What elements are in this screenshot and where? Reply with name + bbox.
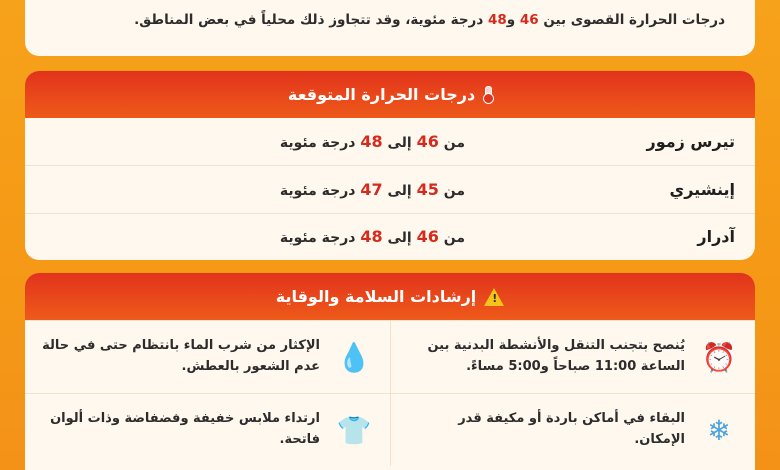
safety-tip-text: البقاء في أماكن باردة أو مكيفة قدر الإمكان. bbox=[458, 411, 685, 447]
intro-text-part: و bbox=[506, 12, 520, 28]
range-min: 45 bbox=[416, 179, 439, 199]
tshirt-icon: 👕 bbox=[336, 413, 372, 447]
range-max: 48 bbox=[360, 132, 383, 152]
intro-text bbox=[55, 12, 725, 28]
safety-tip-text: ارتداء ملابس خفيفة وفضفاضة وذات ألوان فاتحة. bbox=[50, 411, 320, 447]
thermometer-icon bbox=[483, 86, 492, 104]
water-drop-icon: 💧 bbox=[336, 340, 372, 374]
safety-card bbox=[25, 273, 755, 470]
intro-max-temp: 48 bbox=[487, 12, 507, 28]
warning-icon: ! bbox=[484, 288, 504, 306]
region-name: تيرس زمور bbox=[646, 132, 735, 152]
range-unit: درجة مئوية bbox=[279, 182, 361, 199]
temperatures-list bbox=[25, 118, 755, 260]
range-from-label: من bbox=[438, 230, 465, 247]
snowflake-icon: ❄ bbox=[707, 413, 731, 447]
range-max: 47 bbox=[360, 179, 383, 199]
temperature-range bbox=[280, 180, 465, 199]
range-max: 48 bbox=[360, 227, 383, 247]
range-unit: درجة مئوية bbox=[279, 135, 361, 152]
safety-tip bbox=[390, 320, 755, 393]
region-name: إينشيري bbox=[669, 179, 735, 199]
safety-tip-text: الإكثار من شرب الماء بانتظام حتى في حالة عدم الشعور بالعطش. bbox=[42, 338, 320, 374]
range-to-label: إلى bbox=[382, 230, 417, 247]
temperature-row bbox=[25, 118, 755, 165]
intro-min-temp: 46 bbox=[519, 12, 539, 28]
range-from-label: من bbox=[438, 182, 465, 199]
safety-tip bbox=[25, 393, 390, 466]
region-name: آدرار bbox=[697, 227, 735, 247]
temperatures-card bbox=[25, 71, 755, 260]
safety-tip bbox=[390, 393, 755, 466]
range-from-label: من bbox=[438, 135, 465, 152]
safety-tip-text: يُنصح بتجنب التنقل والأنشطة البدنية بين الساعة 11:00 صباحاً و5:00 مساءً. bbox=[427, 338, 685, 374]
range-min: 46 bbox=[416, 227, 439, 247]
temperature-row bbox=[25, 213, 755, 260]
safety-tip bbox=[25, 320, 390, 393]
temperature-range bbox=[280, 132, 465, 151]
range-min: 46 bbox=[416, 132, 439, 152]
intro-text-part: درجة مئوية، وقد تتجاوز ذلك محلياً في بعض المناطق. bbox=[134, 12, 488, 28]
temperature-row bbox=[25, 165, 755, 212]
safety-title: إرشادات السلامة والوقاية bbox=[275, 287, 477, 306]
intro-text-part: درجات الحرارة القصوى بين bbox=[538, 12, 725, 28]
temperatures-title: درجات الحرارة المتوقعة bbox=[287, 85, 476, 104]
intro-card bbox=[25, 0, 755, 56]
range-to-label: إلى bbox=[382, 135, 417, 152]
alarm-clock-icon: ⏰ bbox=[701, 340, 737, 374]
safety-tips-grid bbox=[25, 320, 755, 466]
range-to-label: إلى bbox=[382, 182, 417, 199]
safety-header bbox=[25, 273, 755, 320]
temperature-range bbox=[280, 227, 465, 246]
temperatures-header bbox=[25, 71, 755, 118]
range-unit: درجة مئوية bbox=[279, 230, 361, 247]
